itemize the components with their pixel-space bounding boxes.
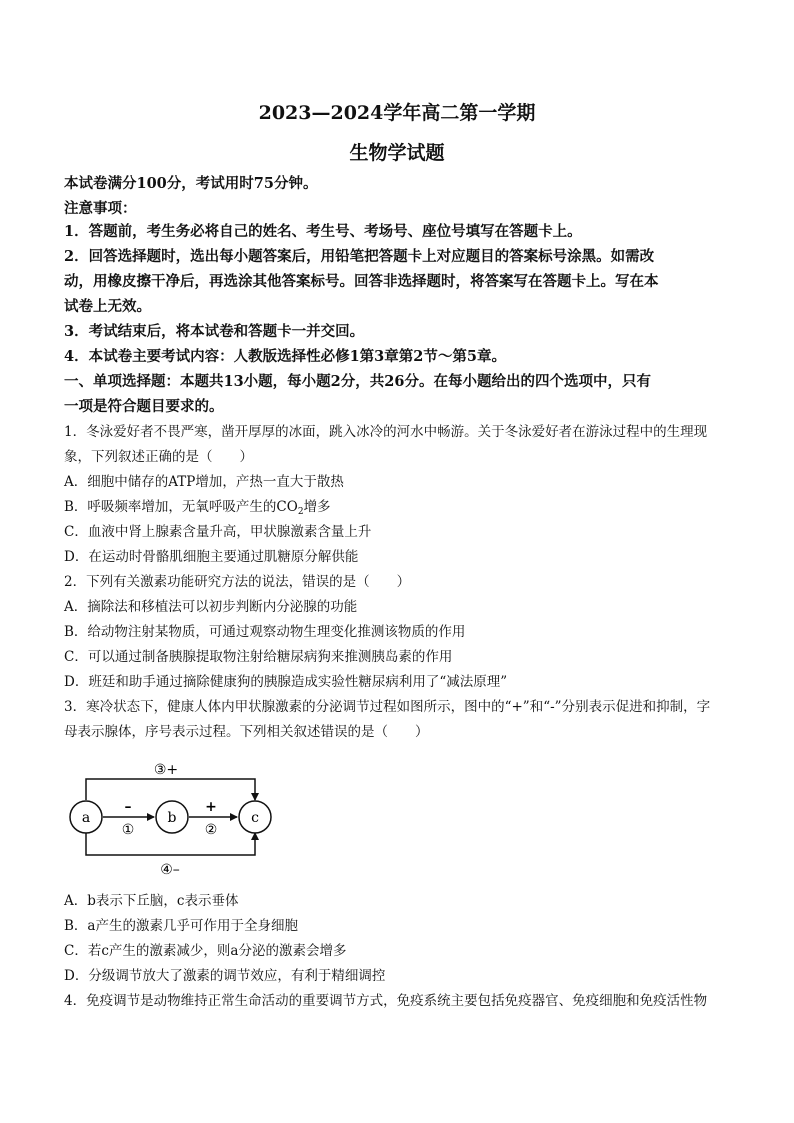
note-3: 3．考试结束后，将本试卷和答题卡一并交回。 [64,323,365,340]
note-1: 1．答题前，考生务必将自己的姓名、考生号、考场号、座位号填写在答题卡上。 [64,223,582,240]
q3-stem-b: 母表示腺体，序号表示过程。下列相关叙述错误的是（ ） [64,724,429,740]
bottom-feedback-arrow [86,833,255,855]
label-process-4: ④– [160,862,180,878]
q1-stem-a: 1．冬泳爱好者不畏严寒，凿开厚厚的冰面，跳入冰冷的河水中畅游。关于冬泳爱好者在游泳过程中的生理现 [64,424,708,440]
node-b-label: b [167,810,177,826]
q3-stem-a: 3．寒冷状态下，健康人体内甲状腺激素的分泌调节过程如图所示，图中的“+”和“-”分别表示促进和抑制，字 [64,699,711,715]
q1-option-d: D．在运动时骨骼肌细胞主要通过肌糖原分解供能 [64,549,359,565]
q1-option-c: C．血液中肾上腺素含量升高，甲状腺激素含量上升 [64,524,372,540]
node-c-label: c [251,810,259,826]
notes-heading: 注意事项： [64,200,137,217]
q1-option-b-text: B．呼吸频率增加，无氧呼吸产生的CO [64,499,298,515]
q3-option-a: A．b表示下丘脑，c表示垂体 [64,893,239,909]
note-2b: 动，用橡皮擦干净后，再选涂其他答案标号。回答非选择题时，将答案写在答题卡上。写在本 [64,273,659,290]
q1-stem-b: 象，下列叙述正确的是（ ） [64,449,253,465]
label-process-2: ② [204,822,218,838]
note-2a: 2．回答选择题时，选出每小题答案后，用铅笔把答题卡上对应题目的答案标号涂黑。如需改 [64,248,655,265]
q2-option-d: D．班廷和助手通过摘除健康狗的胰腺造成实验性糖尿病利用了“减法原理” [64,674,508,690]
note-4: 4．本试卷主要考试内容：人教版选择性必修1第3章第2节～第5章。 [64,348,506,365]
q2-stem: 2．下列有关激素功能研究方法的说法，错误的是（ ） [64,574,411,590]
label-bc-sign: + [205,799,217,815]
hormone-regulation-diagram [62,757,292,887]
q3-option-d: D．分级调节放大了激素的调节效应，有利于精细调控 [64,968,386,984]
exam-subtitle: 生物学试题 [349,142,445,164]
q1-option-b-tail: 增多 [303,499,331,515]
label-ab-sign: – [124,799,132,815]
q2-option-b: B．给动物注射某物质，可通过观察动物生理变化推测该物质的作用 [64,624,466,640]
section-heading-b: 一项是符合题目要求的。 [64,398,224,415]
label-process-1: ① [121,822,135,838]
q2-option-c: C．可以通过制备胰腺提取物注射给糖尿病狗来推测胰岛素的作用 [64,649,453,665]
q1-option-b [64,497,730,522]
q1-option-b-subscript: 2 [297,507,304,517]
q3-option-c: C．若c产生的激素减少，则a分泌的激素会增多 [64,943,347,959]
label-process-3: ③+ [153,762,179,778]
q1-option-a: A．细胞中储存的ATP增加，产热一直大于散热 [64,474,344,490]
note-2c: 试卷上无效。 [64,298,151,315]
node-a-label: a [81,810,91,826]
q2-option-a: A．摘除法和移植法可以初步判断内分泌腺的功能 [64,599,358,615]
q4-stem-a: 4．免疫调节是动物维持正常生命活动的重要调节方式，免疫系统主要包括免疫器官、免疫细胞和免疫活性物 [64,993,708,1009]
exam-title: 2023—2024学年高二第一学期 [258,102,536,124]
q3-option-b: B．a产生的激素几乎可作用于全身细胞 [64,918,298,934]
section-heading-a: 一、单项选择题：本题共13小题，每小题2分，共26分。在每小题给出的四个选项中，只有 [64,373,651,390]
intro-score-time: 本试卷满分100分，考试用时75分钟。 [64,175,318,192]
top-feedback-arrow [86,779,255,800]
